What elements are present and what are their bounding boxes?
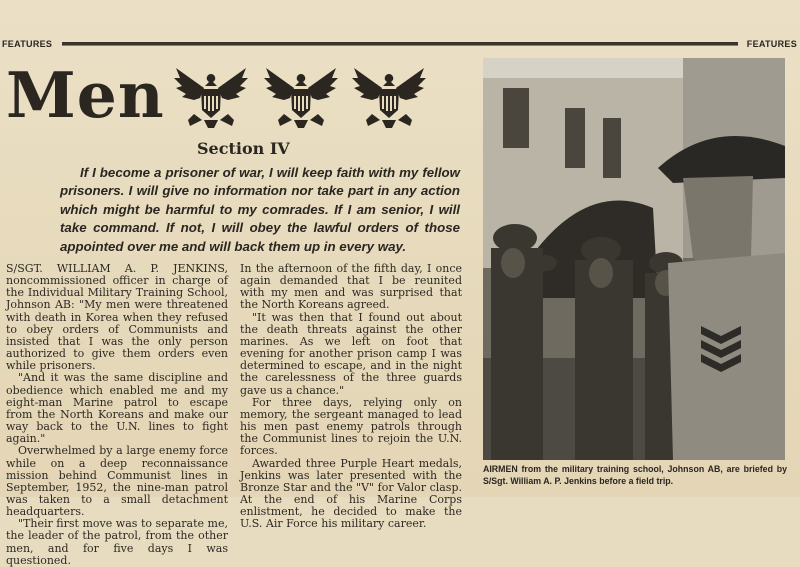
header-rule (62, 42, 738, 46)
paragraph: S/SGT. WILLIAM A. P. JENKINS, noncommissioned officer in charge of the Individual Military Training School, Johnson AB: "My men were threatened with death in Korea when they refused to obey orders of Communists and insisted that I was the only person authorized to give them orders even while prisoners. (6, 262, 228, 373)
paragraph: "Their first move was to separate me, the leader of the patrol, from the other men, and for five days I was questioned. (6, 517, 228, 567)
photo-caption: AIRMEN from the military training school, Johnson AB, are briefed by S/Sgt. William A. P. Jenkins before a field trip. (483, 464, 787, 486)
paragraph: Overwhelmed by a large enemy force while on a deep reconnaissance mission behind Communist lines in September, 1952, the nine-man patrol was taken to a small detachment headquarters. (6, 444, 228, 519)
features-header (0, 38, 800, 52)
paragraph: "It was then that I found out about the death threats against the other marines. As we left on foot that evening for another prison camp I was determined to escape, and in the night the carelessness of the three guards gave us a chance." (240, 310, 462, 397)
paragraph: "And it was the same discipline and obedience which enabled me and my eight-man Marine patrol to escape from the North Koreans and make our way back to the U.N. lines to fight again." (6, 371, 228, 446)
features-label-left: FEATURES (2, 39, 53, 49)
section-heading: Section IV (197, 139, 290, 158)
article-title: Men (6, 58, 165, 132)
code-of-conduct-quote: If I become a prisoner of war, I will keep faith with my fellow prisoners. I will give no information nor take part in any action which might be harmful to my comrades. If I am senior, I will take command. If not, I will obey the lawful orders of those appointed over me and will back them up in every way. (60, 165, 460, 254)
eagle-emblem-icon (348, 64, 430, 134)
eagle-emblem-icon (260, 64, 342, 134)
paragraph: Awarded three Purple Heart medals, Jenkins was later presented with the Bronze Star and the "V" for Valor clasp. At the end of his Marine Corps enlistment, he decided to make the U.S. Air Force his military career. (240, 456, 462, 531)
article-column-2 (240, 263, 462, 530)
news-photo (483, 58, 785, 460)
paragraph: In the afternoon of the fifth day, I once again demanded that I be reunited with my men and was surprised that the North Koreans agreed. (240, 262, 462, 312)
paragraph: For three days, relying only on memory, the sergeant managed to lead his men past enemy patrols through the Communist lines to rejoin the U.N. forces. (240, 395, 462, 458)
features-label-right: FEATURES (746, 39, 797, 49)
article-column-1 (6, 263, 228, 567)
eagle-emblem-icon (170, 64, 252, 134)
